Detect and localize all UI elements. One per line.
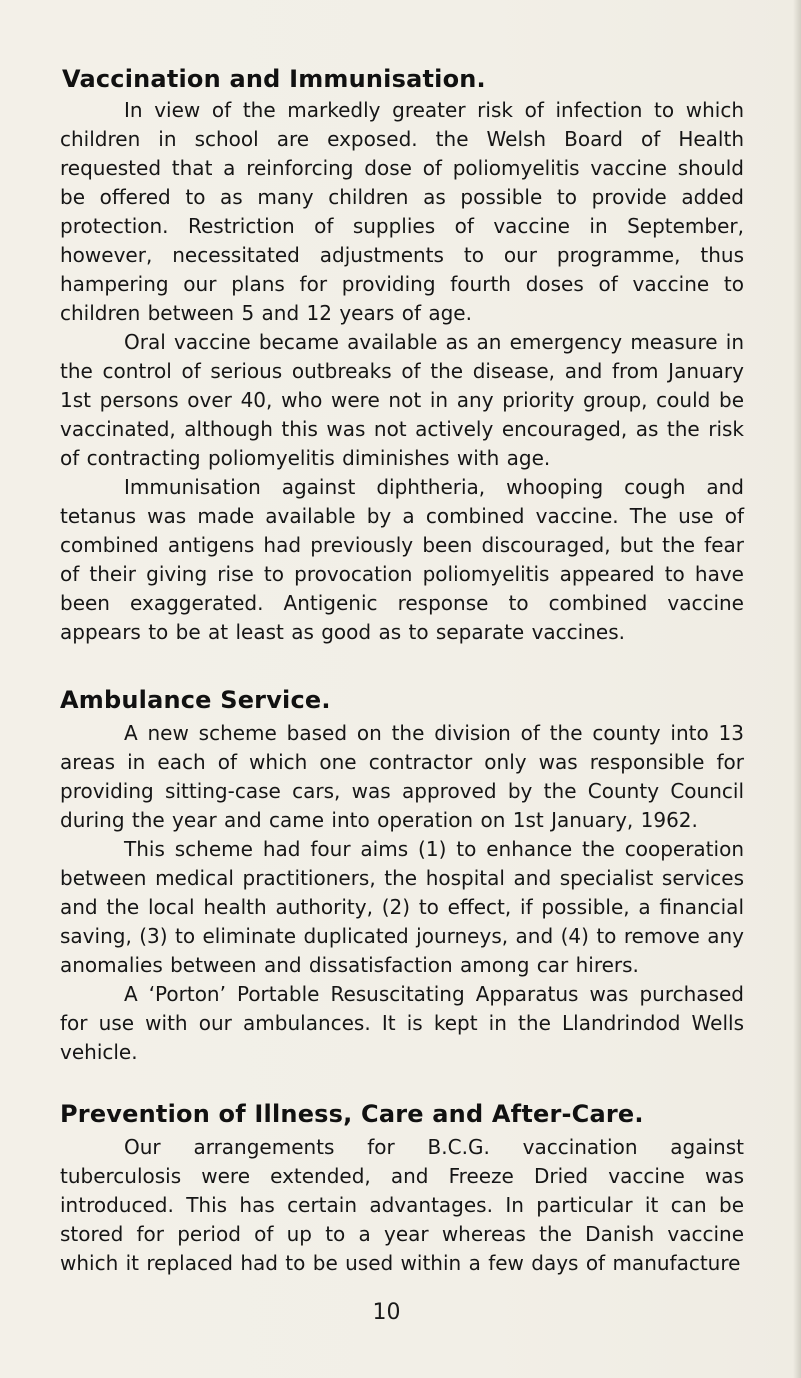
paragraph: This scheme had four aims (1) to enhance the cooperation between medical practitioners, the hospital and specialist services and the local health authority, (2) to effect, if possible, a financial saving, (3) to eliminate duplicated journeys, and (4) to remove any anomalies between and dissatisfaction among car hirers. [60,837,744,977]
paragraph: Our arrangements for B.C.G. vaccination against tuberculosis were extended, and Freeze Dried vaccine was introduced. This has certain advantages. In particular it can be stored for period of up to a year whereas the Danish vaccine which it replaced had to be used within a few days of manufacture [60,1135,744,1275]
section-heading: Vaccination and Immunisation. [62,65,486,93]
section-vaccination [60,62,744,647]
page-edge-shadow [793,0,801,1378]
paragraph: A new scheme based on the division of the county into 13 areas in each of which one contractor only was responsible for providing sitting-case cars, was approved by the County Council during the year and came into operation on 1st January, 1962. [60,721,744,832]
section-ambulance [60,683,744,1067]
section-prevention [60,1097,744,1278]
section-heading: Ambulance Service. [60,686,331,714]
paragraph: Oral vaccine became available as an emergency measure in the control of serious outbreaks of the disease, and from January 1st persons over 40, who were not in any priority group, could be vaccinated, although this was not actively encouraged, as the risk of contracting poliomyelitis diminishes with age. [60,330,744,470]
document-body [60,62,744,1278]
page-number: 10 [372,1300,401,1325]
paragraph: A ‘Porton’ Portable Resuscitating Apparatus was purchased for use with our ambulances. It is kept in the Llandrindod Wells vehicle. [60,982,744,1064]
section-heading: Prevention of Illness, Care and After-Care. [60,1100,644,1128]
paragraph: Immunisation against diphtheria, whooping cough and tetanus was made available by a combined vaccine. The use of combined antigens had previously been discouraged, but the fear of their giving rise to provocation poliomyelitis appeared to have been exaggerated. Antigenic response to combined vaccine appears to be at least as good as to separate vaccines. [60,475,744,644]
paragraph: In view of the markedly greater risk of infection to which children in school are exposed. the Welsh Board of Health requested that a reinforcing dose of poliomyelitis vaccine should be offered to as many children as possible to provide added protection. Restriction of supplies of vaccine in September, however, necessitated adjustments to our programme, thus hampering our plans for providing fourth doses of vaccine to children between 5 and 12 years of age. [60,98,744,325]
